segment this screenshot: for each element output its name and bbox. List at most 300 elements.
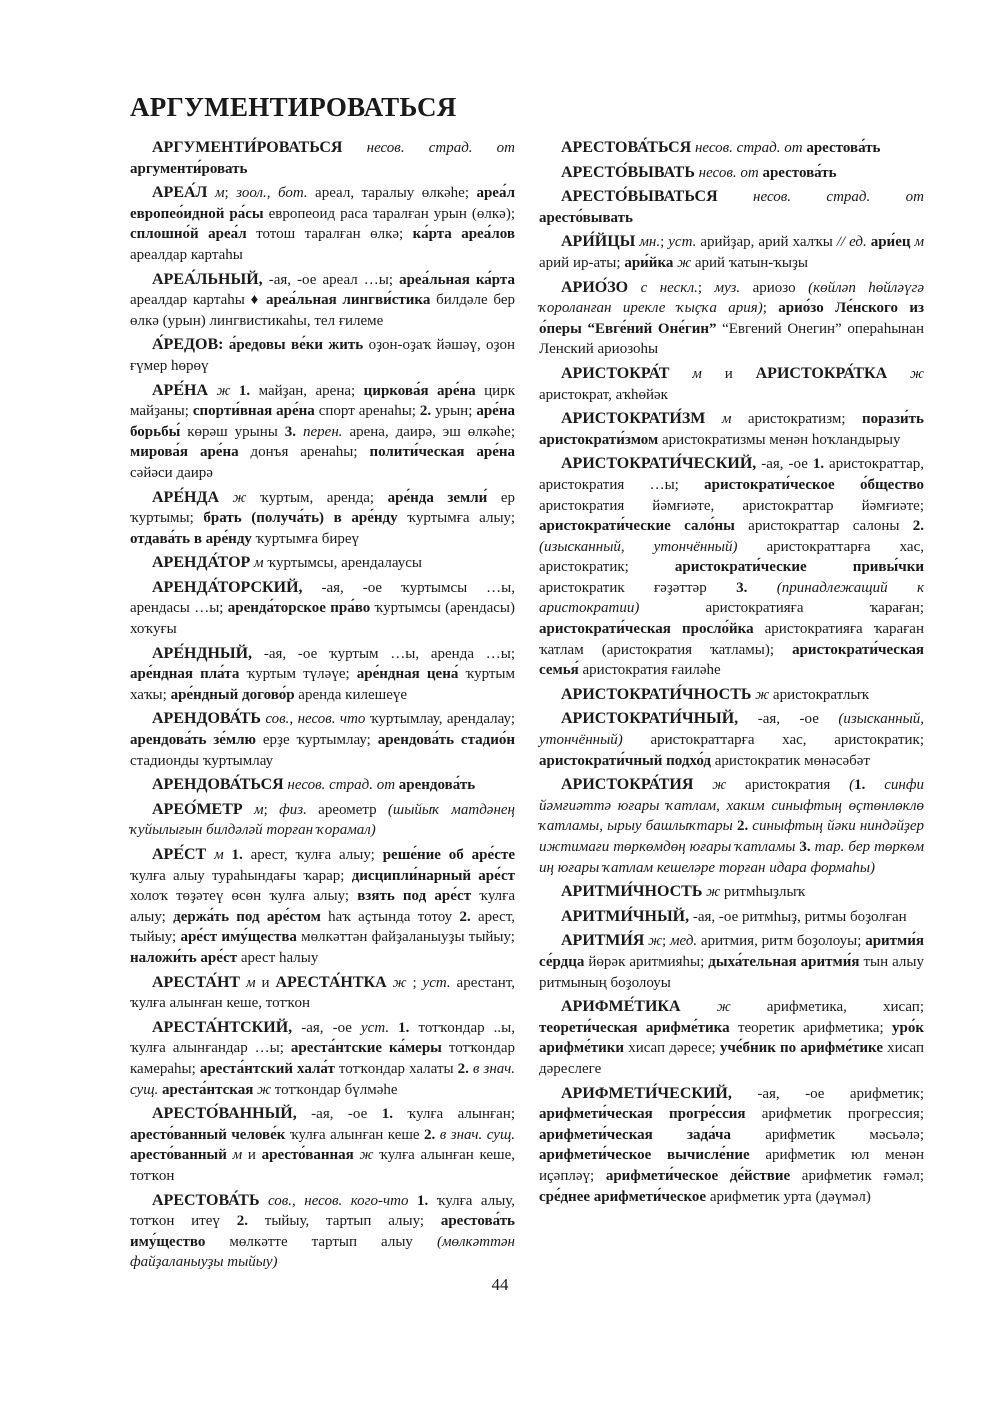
translation-text: ҡуртым хаҡы;: [130, 666, 515, 703]
headword: АРЕА́Л: [152, 184, 208, 202]
example-phrase: сре́днее арифмети́ческое: [539, 1188, 707, 1205]
grammar-note: зоол.: [236, 185, 267, 202]
headword: АРЕ́НА: [152, 381, 208, 399]
example-phrase: арифмети́ческое вычисле́ние: [539, 1147, 750, 1164]
grammar-note: несов. страд. от: [366, 140, 516, 156]
dictionary-entry: [539, 364, 924, 405]
example-phrase: аргументи́ровать: [130, 160, 248, 177]
translation-text: [230, 383, 238, 399]
translation-text: арий ҡатын-ҡыҙы: [691, 254, 808, 271]
translation-text: теоретик арифметика;: [729, 1019, 892, 1036]
grammar-note: (көйләп һөйләүгә ҡороланған ирекле ҡыҫҡа ария): [539, 279, 925, 317]
translation-text: ритмһыҙлыҡ: [720, 884, 806, 901]
grammar-note: (мөлкәттән файҙаланыуҙы тыйыу): [130, 1233, 515, 1271]
translation-text: донъя аренаһы;: [238, 444, 370, 461]
example-phrase: наложи́ть аре́ст: [130, 949, 238, 966]
translation-text: аритмия, ритм боҙолоуы;: [697, 933, 866, 950]
headword: АРИСТОКРАТИ́ЧНЫЙ,: [561, 710, 739, 728]
example-phrase: ареста́нтские ка́меры: [290, 1040, 442, 1057]
translation-text: [206, 847, 214, 863]
example-phrase: арестова́ть: [762, 164, 837, 181]
dictionary-entry: [130, 973, 515, 1014]
grammar-note: синфи йәмғиәттә юғары ҡатлам, хаким синыфтың өҫтөнлөклө ҡатламы, ырыу башлыҡтары: [539, 777, 925, 835]
grammar-note: ж: [216, 382, 231, 399]
example-phrase: 1.: [854, 777, 866, 794]
translation-text: ;: [263, 801, 280, 818]
translation-text: [296, 424, 303, 440]
grammar-note: несов. страд. от: [753, 189, 924, 206]
grammar-note: ж: [232, 489, 247, 506]
example-phrase: аре́ндная пла́та: [130, 666, 240, 683]
headword: А́РЕДОВ:: [152, 336, 224, 354]
headword: АРИСТОКРАТИ́ЗМ: [561, 410, 706, 428]
example-phrase: отдава́ть в аре́нду: [130, 530, 252, 547]
example-phrase: арестова́ть: [806, 140, 881, 156]
example-phrase: аресто́ванная: [261, 1147, 354, 1164]
translation-text: ҡуртым түләүе;: [239, 666, 357, 683]
translation-text: оҙон-оҙаҡ йәшәү, оҙон ғүмер һөрөү: [130, 337, 515, 374]
headword: АРИ́ЙЦЫ: [561, 233, 636, 251]
example-phrase: арестова́ть иму́щество: [130, 1213, 515, 1250]
translation-text: аристократия йәмғиәте, аристократтар йәмғиәте;: [539, 497, 924, 514]
translation-text: аристократтарға хас, аристократик;: [622, 732, 924, 749]
example-phrase: ареа́л европео́идной ра́сы: [130, 185, 516, 222]
grammar-note: несов. страд. от: [287, 777, 396, 794]
translation-text: арифметик ғәмәл;: [790, 1167, 924, 1184]
headword: АРЕСТА́НТКА: [275, 973, 387, 991]
grammar-note: уст.: [361, 1019, 390, 1036]
dictionary-entry: [130, 553, 515, 574]
grammar-note: (изысканный, утончённый): [539, 711, 924, 749]
translation-text: аристократик ғәҙәттәр: [539, 579, 737, 596]
translation-text: мөлкәтте тартып алыу: [205, 1233, 437, 1250]
grammar-note: ж: [257, 1081, 272, 1098]
translation-text: йөрәк аритмияһы;: [584, 953, 709, 970]
dictionary-entry: [130, 270, 515, 332]
translation-text: [718, 189, 753, 205]
example-phrase: аритми́я се́рдца: [539, 933, 925, 970]
example-phrase: дыха́тельная аритми́я: [708, 953, 860, 970]
translation-text: аристократияға ҡараған ҡатлам (аристократия ҡатламы);: [539, 621, 924, 658]
example-phrase: ареа́льная ка́рта: [399, 271, 515, 288]
example-phrase: аресто́ванный челове́к: [130, 1126, 286, 1143]
example-phrase: ареа́льная лингви́стика: [265, 292, 431, 309]
example-phrase: а́редовы ве́ки жить: [228, 337, 364, 354]
example-phrase: аре́нда земли́: [387, 489, 488, 506]
headword: АРЕ́НДНЫЙ,: [152, 644, 253, 662]
translation-text: аренда килешеүе: [294, 686, 408, 703]
dictionary-entry: [539, 907, 924, 928]
headword: АРЕСТОВА́ТЬ: [152, 1191, 260, 1209]
translation-text: аристократия: [726, 777, 850, 794]
dictionary-entry: [130, 335, 515, 376]
translation-text: стадионды ҡуртымлау: [130, 752, 274, 769]
translation-text: [219, 490, 233, 506]
translation-text: ҡулға алыу;: [130, 888, 515, 925]
translation-text: ареометр: [306, 801, 388, 818]
grammar-note: сов., несов. кого-что: [268, 1192, 409, 1209]
translation-text: ҡулға алынған кеше: [285, 1126, 425, 1143]
translation-text: -ая, -ое: [292, 1019, 361, 1036]
headword: АРЕНДА́ТОРСКИЙ,: [152, 578, 303, 596]
right-column: [539, 138, 924, 1211]
example-phrase: аристократи́ческая просло́йка: [539, 621, 754, 638]
grammar-note: мед.: [669, 933, 698, 950]
example-phrase: циркова́я аре́на: [363, 382, 476, 399]
example-phrase: 1.: [398, 1019, 410, 1036]
dictionary-entry: [130, 1191, 515, 1273]
translation-text: -ая, -ое: [756, 456, 813, 473]
translation-text: -ая, -ое ареал …ы;: [262, 271, 400, 288]
headword: АРЕСТО́ВЫВАТЬ: [561, 163, 695, 181]
grammar-note: (: [849, 777, 855, 794]
translation-text: цирк майҙаны;: [130, 382, 515, 420]
grammar-note: синыфтың йәки ниндәйҙер ижтимағи төркөмдөң юғары ҡатламы: [539, 818, 924, 855]
example-phrase: ари́ец: [870, 234, 911, 251]
headword: АРИФМЕТИ́ЧЕСКИЙ,: [561, 1084, 732, 1102]
translation-text: [409, 1193, 417, 1209]
example-phrase: мирова́я аре́на: [130, 444, 239, 461]
left-column: [130, 138, 515, 1277]
translation-text: [693, 777, 712, 793]
translation-text: ;: [660, 234, 669, 251]
translation-text: [243, 802, 254, 818]
translation-text: аристократизм;: [731, 411, 863, 428]
grammar-note: м: [246, 974, 256, 991]
grammar-note: перен.: [303, 423, 343, 440]
example-phrase: 1.: [238, 382, 251, 399]
grammar-note: м: [914, 234, 925, 251]
example-phrase: аристократи́чный подхо́д: [539, 752, 712, 769]
example-phrase: арифмети́ческая прогре́ссия: [539, 1106, 746, 1123]
translation-text: [887, 366, 910, 382]
page-header: АРГУМЕНТИРОВАТЬСЯ: [130, 92, 457, 122]
headword: АРЕСТОВА́ТЬСЯ: [561, 139, 692, 156]
translation-text: арифметик юл менән иҫәпләү;: [539, 1147, 924, 1184]
translation-text: [260, 1193, 268, 1209]
translation-text: “Евгений Онегин” операһынан Ленский ариозоһы: [539, 320, 924, 358]
example-phrase: реше́ние об аре́сте: [382, 847, 515, 863]
headword: АРИСТОКРА́Т: [561, 364, 670, 382]
translation-text: [681, 999, 717, 1015]
grammar-note: мн.: [639, 234, 661, 251]
page-number: 44: [491, 1275, 509, 1294]
headword: АРИСТОКРАТИ́ЧЕСКИЙ,: [561, 455, 757, 473]
translation-text: ;: [762, 300, 779, 317]
example-phrase: брать (получа́ть) в аре́нду: [203, 510, 398, 527]
grammar-note: с нескл.: [640, 279, 698, 296]
translation-text: холоҡ төҙәтеү өсөн ҡулға алыу;: [130, 888, 358, 905]
dictionary-entry: [539, 278, 924, 360]
grammar-note: ж: [677, 254, 692, 271]
translation-text: [705, 411, 721, 427]
dictionary-entry: [539, 454, 924, 681]
translation-text: ;: [662, 933, 670, 950]
translation-text: аристократик мөнәсәбәт: [711, 752, 870, 769]
grammar-note: физ.: [279, 801, 307, 818]
grammar-note: муз.: [714, 279, 741, 296]
example-phrase: 3.: [284, 423, 297, 440]
example-phrase: порази́ть аристократи́змом: [539, 411, 924, 448]
dictionary-entry: [130, 1018, 515, 1100]
headword: АРЕСТО́ВЫВАТЬСЯ: [561, 188, 718, 206]
example-phrase: держа́ть под аре́стом: [173, 908, 321, 925]
grammar-note: несов. страд. от: [694, 140, 803, 156]
translation-text: аристократия ғаиләһе: [578, 662, 721, 679]
example-phrase: аристократи́ческая семья́: [539, 641, 924, 679]
headword: АРИСТОКРА́ТКА: [755, 364, 888, 382]
example-phrase: 1.: [416, 1192, 429, 1209]
translation-text: ҡулға алынған кеше, тотҡон: [130, 1147, 515, 1184]
translation-text: ҡуртымға биреү: [251, 530, 360, 547]
headword: АРЕСТА́НТ: [152, 973, 241, 991]
translation-text: урын;: [431, 403, 477, 420]
example-phrase: ари́йка: [624, 254, 674, 271]
translation-text: -ая, -ое ҡуртым …ы, аренда …ы;: [252, 645, 515, 662]
translation-text: и: [242, 1147, 262, 1164]
grammar-note: //: [836, 234, 846, 251]
example-phrase: 2.: [236, 1213, 248, 1230]
translation-text: [207, 185, 214, 201]
translation-text: аристократтар салоны: [734, 518, 913, 535]
grammar-note: м: [692, 365, 702, 382]
dictionary-entry: [130, 1104, 515, 1186]
example-phrase: 1.: [231, 847, 243, 863]
grammar-note: м: [214, 185, 225, 202]
dictionary-entry: [130, 800, 515, 841]
example-phrase: сплошно́й ареа́л: [130, 226, 247, 243]
dictionary-entry: [539, 232, 924, 273]
example-phrase: арендова́ть: [398, 777, 476, 794]
grammar-note: м: [214, 847, 224, 863]
example-phrase: 3.: [736, 579, 748, 596]
grammar-note: тар. бер төркөм иң юғары ҡатлам кешеләре торған идара формаһы): [539, 839, 925, 876]
headword: АРГУМЕНТИ́РОВАТЬСЯ: [152, 139, 343, 156]
grammar-note: бот.: [277, 185, 308, 202]
grammar-note: ж: [910, 365, 924, 382]
translation-text: и: [255, 974, 276, 991]
translation-text: тотҡондар ..ы, ҡулға алынғандар …ы;: [130, 1019, 516, 1057]
dictionary-entry: [130, 381, 515, 484]
headword: АРЕА́ЛЬНЫЙ,: [152, 270, 263, 288]
headword: АРЕНДА́ТОР: [152, 554, 251, 572]
example-phrase: ка́рта ареа́лов: [412, 226, 515, 243]
translation-text: тотҡондар камераһы;: [130, 1040, 515, 1077]
example-phrase: ареста́нтский хала́т: [199, 1060, 335, 1077]
dictionary-entry: [130, 183, 515, 265]
translation-text: аристократияға ҡараған;: [639, 600, 924, 617]
dictionary-entry: [539, 163, 924, 184]
translation-text: ариозо: [740, 279, 809, 296]
example-phrase: аристократи́ческие привы́чки: [674, 559, 924, 576]
dictionary-entry: [539, 187, 924, 228]
headword: АРИСТОКРА́ТИЯ: [561, 776, 694, 794]
translation-text: ҡуртым, аренда;: [246, 489, 388, 506]
headword: АРЕНДОВА́ТЬСЯ: [152, 776, 284, 794]
grammar-note: ж: [648, 933, 663, 950]
headword: АРИТМИ́Я: [561, 932, 645, 950]
example-phrase: 3.: [799, 839, 811, 855]
translation-text: арест, ҡулға алыу;: [242, 847, 383, 863]
example-phrase: арендова́ть стадио́н: [377, 732, 516, 749]
dictionary-entry: [539, 931, 924, 993]
translation-text: арифметик прогрессия;: [745, 1106, 924, 1123]
headword: АРЕО́МЕТР: [152, 800, 243, 818]
grammar-note: ж: [706, 884, 721, 901]
headword: АРЕСТО́ВАННЫЙ,: [152, 1105, 297, 1123]
headword: АРЕ́СТ: [152, 846, 207, 863]
grammar-note: в знач. сущ.: [439, 1126, 516, 1143]
grammar-note: м: [721, 411, 732, 428]
dictionary-entry: [130, 578, 515, 640]
translation-text: ҡулға алыу, тотҡон итеү: [130, 1192, 516, 1230]
translation-text: ерҙе ҡуртымлау;: [256, 732, 378, 749]
dictionary-entry: [539, 997, 924, 1079]
translation-text: ареалдар картаһы: [130, 246, 243, 263]
translation-text: [342, 140, 366, 156]
grammar-note: ж: [755, 686, 770, 703]
translation-text: европеоид раса таралған урын (өлкә);: [263, 205, 515, 222]
translation-text: көрәш урыны: [180, 423, 285, 440]
translation-text: ҡуртымсы (арендасы) хоҡуғы: [130, 600, 515, 638]
translation-text: ҡуртымға алыу;: [397, 510, 515, 527]
dictionary-entry: [130, 488, 515, 550]
grammar-note: ж: [359, 1147, 374, 1164]
translation-text: аристократтарға хас, аристократик;: [539, 538, 924, 576]
example-phrase: аренда́торское пра́во: [227, 600, 371, 617]
translation-text: ареалдар картаһы ♦: [130, 292, 266, 309]
translation-text: тотҡондар халаты: [334, 1060, 458, 1077]
headword: АРИТМИ́ЧНОСТЬ: [561, 883, 703, 901]
translation-text: -ая, -ое ритмһыҙ, ритмы боҙолған: [689, 908, 907, 925]
dictionary-entry: [539, 709, 924, 771]
translation-text: һаҡ аҫтында тотоу: [320, 908, 460, 925]
grammar-note: в знач. сущ.: [130, 1060, 515, 1098]
translation-text: -ая, -ое: [738, 711, 839, 728]
translation-text: ;: [224, 185, 237, 202]
example-phrase: 1.: [812, 456, 825, 473]
headword: АРЕ́НДА: [152, 488, 220, 506]
translation-text: [389, 1020, 398, 1036]
example-phrase: 2.: [419, 403, 432, 420]
example-phrase: аристократи́ческое о́бщество: [704, 476, 924, 493]
translation-text: -ая, -ое ҡуртымсы …ы, арендасы …ы;: [130, 579, 515, 617]
example-phrase: уче́бник по арифме́тике: [719, 1040, 883, 1057]
translation-text: арифметик мәсьәлә;: [730, 1126, 924, 1143]
translation-text: арифметика, хисап;: [730, 999, 924, 1016]
translation-text: -ая, -ое арифметик;: [731, 1085, 924, 1102]
translation-text: и: [701, 365, 756, 382]
grammar-note: (изысканный, утончённый): [539, 538, 738, 555]
translation-text: хисап дәресе;: [624, 1040, 720, 1057]
grammar-note: м: [254, 555, 264, 572]
example-phrase: 2.: [912, 518, 924, 535]
grammar-note: уст.: [422, 974, 451, 991]
example-phrase: аре́на борьбы́: [130, 403, 515, 440]
translation-text: арий ир-аты;: [539, 254, 625, 271]
example-phrase: уро́к арифме́тики: [539, 1019, 924, 1057]
example-phrase: дисципли́нарный аре́ст: [351, 867, 515, 884]
translation-text: ер ҡуртымы;: [130, 489, 515, 527]
grammar-note: ед.: [849, 234, 867, 251]
translation-text: аристократ, аҡһөйәк: [539, 386, 668, 403]
translation-text: арийҙар, арий халҡы: [696, 234, 837, 251]
grammar-note: м: [254, 801, 264, 818]
dictionary-entry: [130, 709, 515, 771]
translation-text: ареал, таралыу өлкәһе;: [307, 185, 477, 202]
translation-text: ,: [266, 185, 278, 202]
grammar-note: несов. от: [698, 164, 759, 181]
translation-text: арестант, ҡулға алынған кеше, тотҡон: [130, 974, 515, 1012]
example-phrase: 2.: [459, 908, 471, 925]
grammar-note: (шыйыҡ матдәнең ҡуйылығын билдәләй торған ҡорамал): [130, 801, 515, 839]
grammar-note: ж: [716, 999, 731, 1016]
translation-text: [669, 366, 692, 382]
grammar-note: м: [232, 1147, 243, 1164]
example-phrase: аре́ст иму́щества: [180, 929, 297, 946]
dictionary-entry: [539, 409, 924, 450]
example-phrase: полити́ческая аре́на: [369, 444, 516, 461]
translation-text: арифметик урта (дәүмәл): [706, 1188, 871, 1205]
dictionary-entry: [539, 882, 924, 903]
headword: АРЕСТА́НТСКИЙ,: [152, 1018, 293, 1036]
example-phrase: спорти́вная аре́на: [192, 403, 315, 420]
example-phrase: аре́ндный догово́р: [170, 686, 295, 703]
translation-text: арена, даирә, эш өлкәһе;: [342, 423, 515, 440]
example-phrase: аре́ндная цена́: [356, 666, 459, 683]
translation-text: ҡулға алынған;: [392, 1106, 516, 1123]
headword: АРИФМЕ́ТИКА: [561, 998, 681, 1016]
translation-text: ҡуртымсы, арендалаусы: [263, 555, 423, 572]
grammar-note: (принадлежащий к аристократии): [539, 579, 924, 617]
translation-text: тотҡондар бүлмәһе: [271, 1081, 398, 1098]
translation-text: билдәле бер өлкә (урын) лингвистикаһы, тел ғилеме: [130, 292, 516, 329]
translation-text: аристократизмы менән һоҡландырыу: [658, 431, 901, 448]
example-phrase: арифмети́ческая зада́ча: [539, 1126, 731, 1143]
example-phrase: взять под аре́ст: [357, 888, 472, 905]
example-phrase: арендова́ть зе́млю: [130, 732, 257, 749]
grammar-note: уст.: [668, 234, 697, 251]
translation-text: спорт аренаһы;: [314, 403, 420, 420]
translation-text: [224, 847, 232, 863]
translation-text: ҡуртымлау, арендалау;: [365, 711, 515, 728]
example-phrase: 2.: [457, 1060, 469, 1077]
grammar-note: ж: [392, 974, 407, 991]
translation-text: хисап дәреслеге: [539, 1040, 924, 1077]
example-phrase: ареста́нтская: [162, 1081, 254, 1098]
translation-text: тотош таралған өлкә;: [246, 226, 413, 243]
example-phrase: аристократи́ческие сало́ны: [539, 518, 735, 535]
dictionary-entry: [539, 1084, 924, 1208]
translation-text: арест һалыу: [237, 949, 319, 966]
headword: АРЕНДОВА́ТЬ: [152, 710, 261, 728]
example-phrase: 2.: [424, 1126, 436, 1143]
dictionary-entry: [539, 685, 924, 706]
dictionary-entry: [130, 138, 515, 179]
example-phrase: аресто́вывать: [539, 209, 633, 226]
translation-text: [628, 280, 640, 296]
headword: АРИСТОКРАТИ́ЧНОСТЬ: [561, 685, 752, 703]
translation-text: мөлкәттән файҙаланыуҙы тыйыу;: [296, 929, 515, 946]
translation-text: аристократлыҡ: [769, 686, 870, 703]
translation-text: тын алыу ритмының боҙолоуы: [539, 953, 924, 991]
dictionary-entry: [539, 775, 924, 878]
dictionary-entry: [130, 644, 515, 706]
translation-text: ;: [697, 279, 715, 296]
translation-text: тыйыу, тартып алыу;: [247, 1213, 441, 1230]
example-phrase: 1.: [381, 1106, 393, 1123]
dictionary-entry: [130, 845, 515, 969]
